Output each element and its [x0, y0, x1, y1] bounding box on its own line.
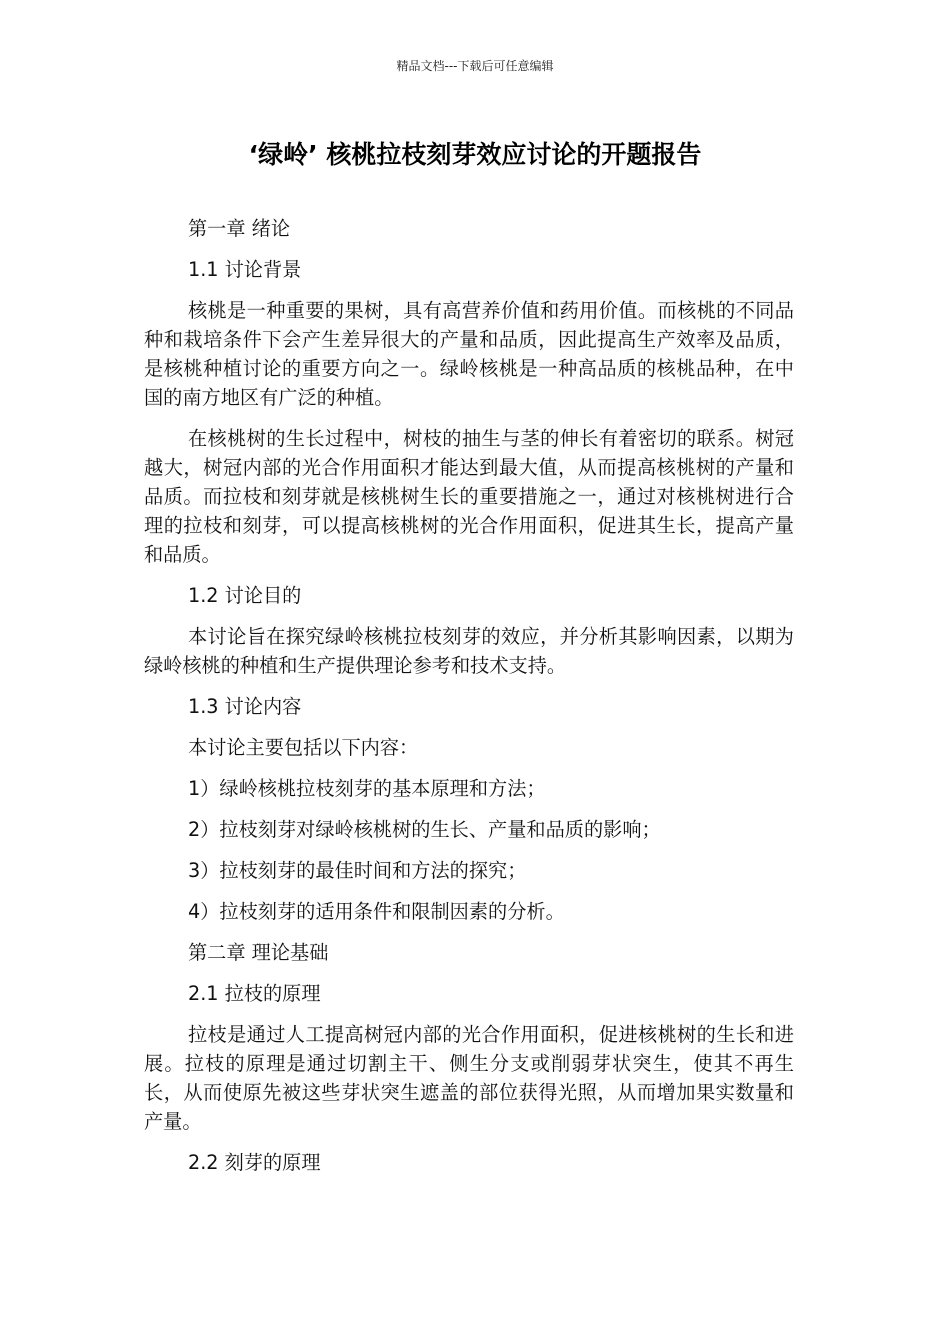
list-item: 4）拉枝刻芽的适用条件和限制因素的分析。	[188, 900, 565, 923]
list-item: 3）拉枝刻芽的最佳时间和方法的探究；	[188, 859, 527, 882]
list-item: 2）拉枝刻芽对绿岭核桃树的生长、产量和品质的影响；	[188, 818, 661, 841]
section-heading: 2.1 拉枝的原理	[188, 982, 321, 1005]
section-heading: 1.1 讨论背景	[188, 258, 302, 281]
header-note: 精品文档---下载后可任意编辑	[396, 59, 554, 73]
body-paragraph: 在核桃树的生长过程中，树枝的抽生与茎的伸长有着密切的联系。树冠越大，树冠内部的光合作用面积才能达到最大值，从而提高核桃树的产量和品质。而拉枝和刻芽就是核桃树生长的重要措施之一，通过对核桃树进行合理的拉枝和刻芽，可以提高核桃树的光合作用面积，促进其生长，提高产量和品质。	[144, 427, 794, 566]
list-item: 1）绿岭核桃拉枝刻芽的基本原理和方法；	[188, 777, 546, 800]
body-paragraph: 拉枝是通过人工提高树冠内部的光合作用面积，促进核桃树的生长和进展。拉枝的原理是通过切割主干、侧生分支或削弱芽状突生，使其不再生长，从而使原先被这些芽状突生遮盖的部位获得光照，从而增加果实数量和产量。	[144, 1023, 794, 1133]
body-paragraph: 核桃是一种重要的果树，具有高营养价值和药用价值。而核桃的不同品种和栽培条件下会产生差异很大的产量和品质，因此提高生产效率及品质，是核桃种植讨论的重要方向之一。绿岭核桃是一种高品质的核桃品种，在中国的南方地区有广泛的种植。	[144, 299, 794, 409]
document-title: ‘绿岭’ 核桃拉枝刻芽效应讨论的开题报告	[248, 140, 702, 169]
section-heading: 2.2 刻芽的原理	[188, 1151, 321, 1174]
chapter-heading: 第二章 理论基础	[188, 941, 329, 964]
chapter-heading: 第一章 绪论	[188, 217, 291, 240]
section-heading: 1.3 讨论内容	[188, 695, 302, 718]
document-body	[144, 214, 794, 1189]
list-intro: 本讨论主要包括以下内容：	[188, 736, 419, 759]
section-heading: 1.2 讨论目的	[188, 584, 302, 607]
body-paragraph: 本讨论旨在探究绿岭核桃拉枝刻芽的效应，并分析其影响因素，以期为绿岭核桃的种植和生产提供理论参考和技术支持。	[144, 625, 794, 677]
